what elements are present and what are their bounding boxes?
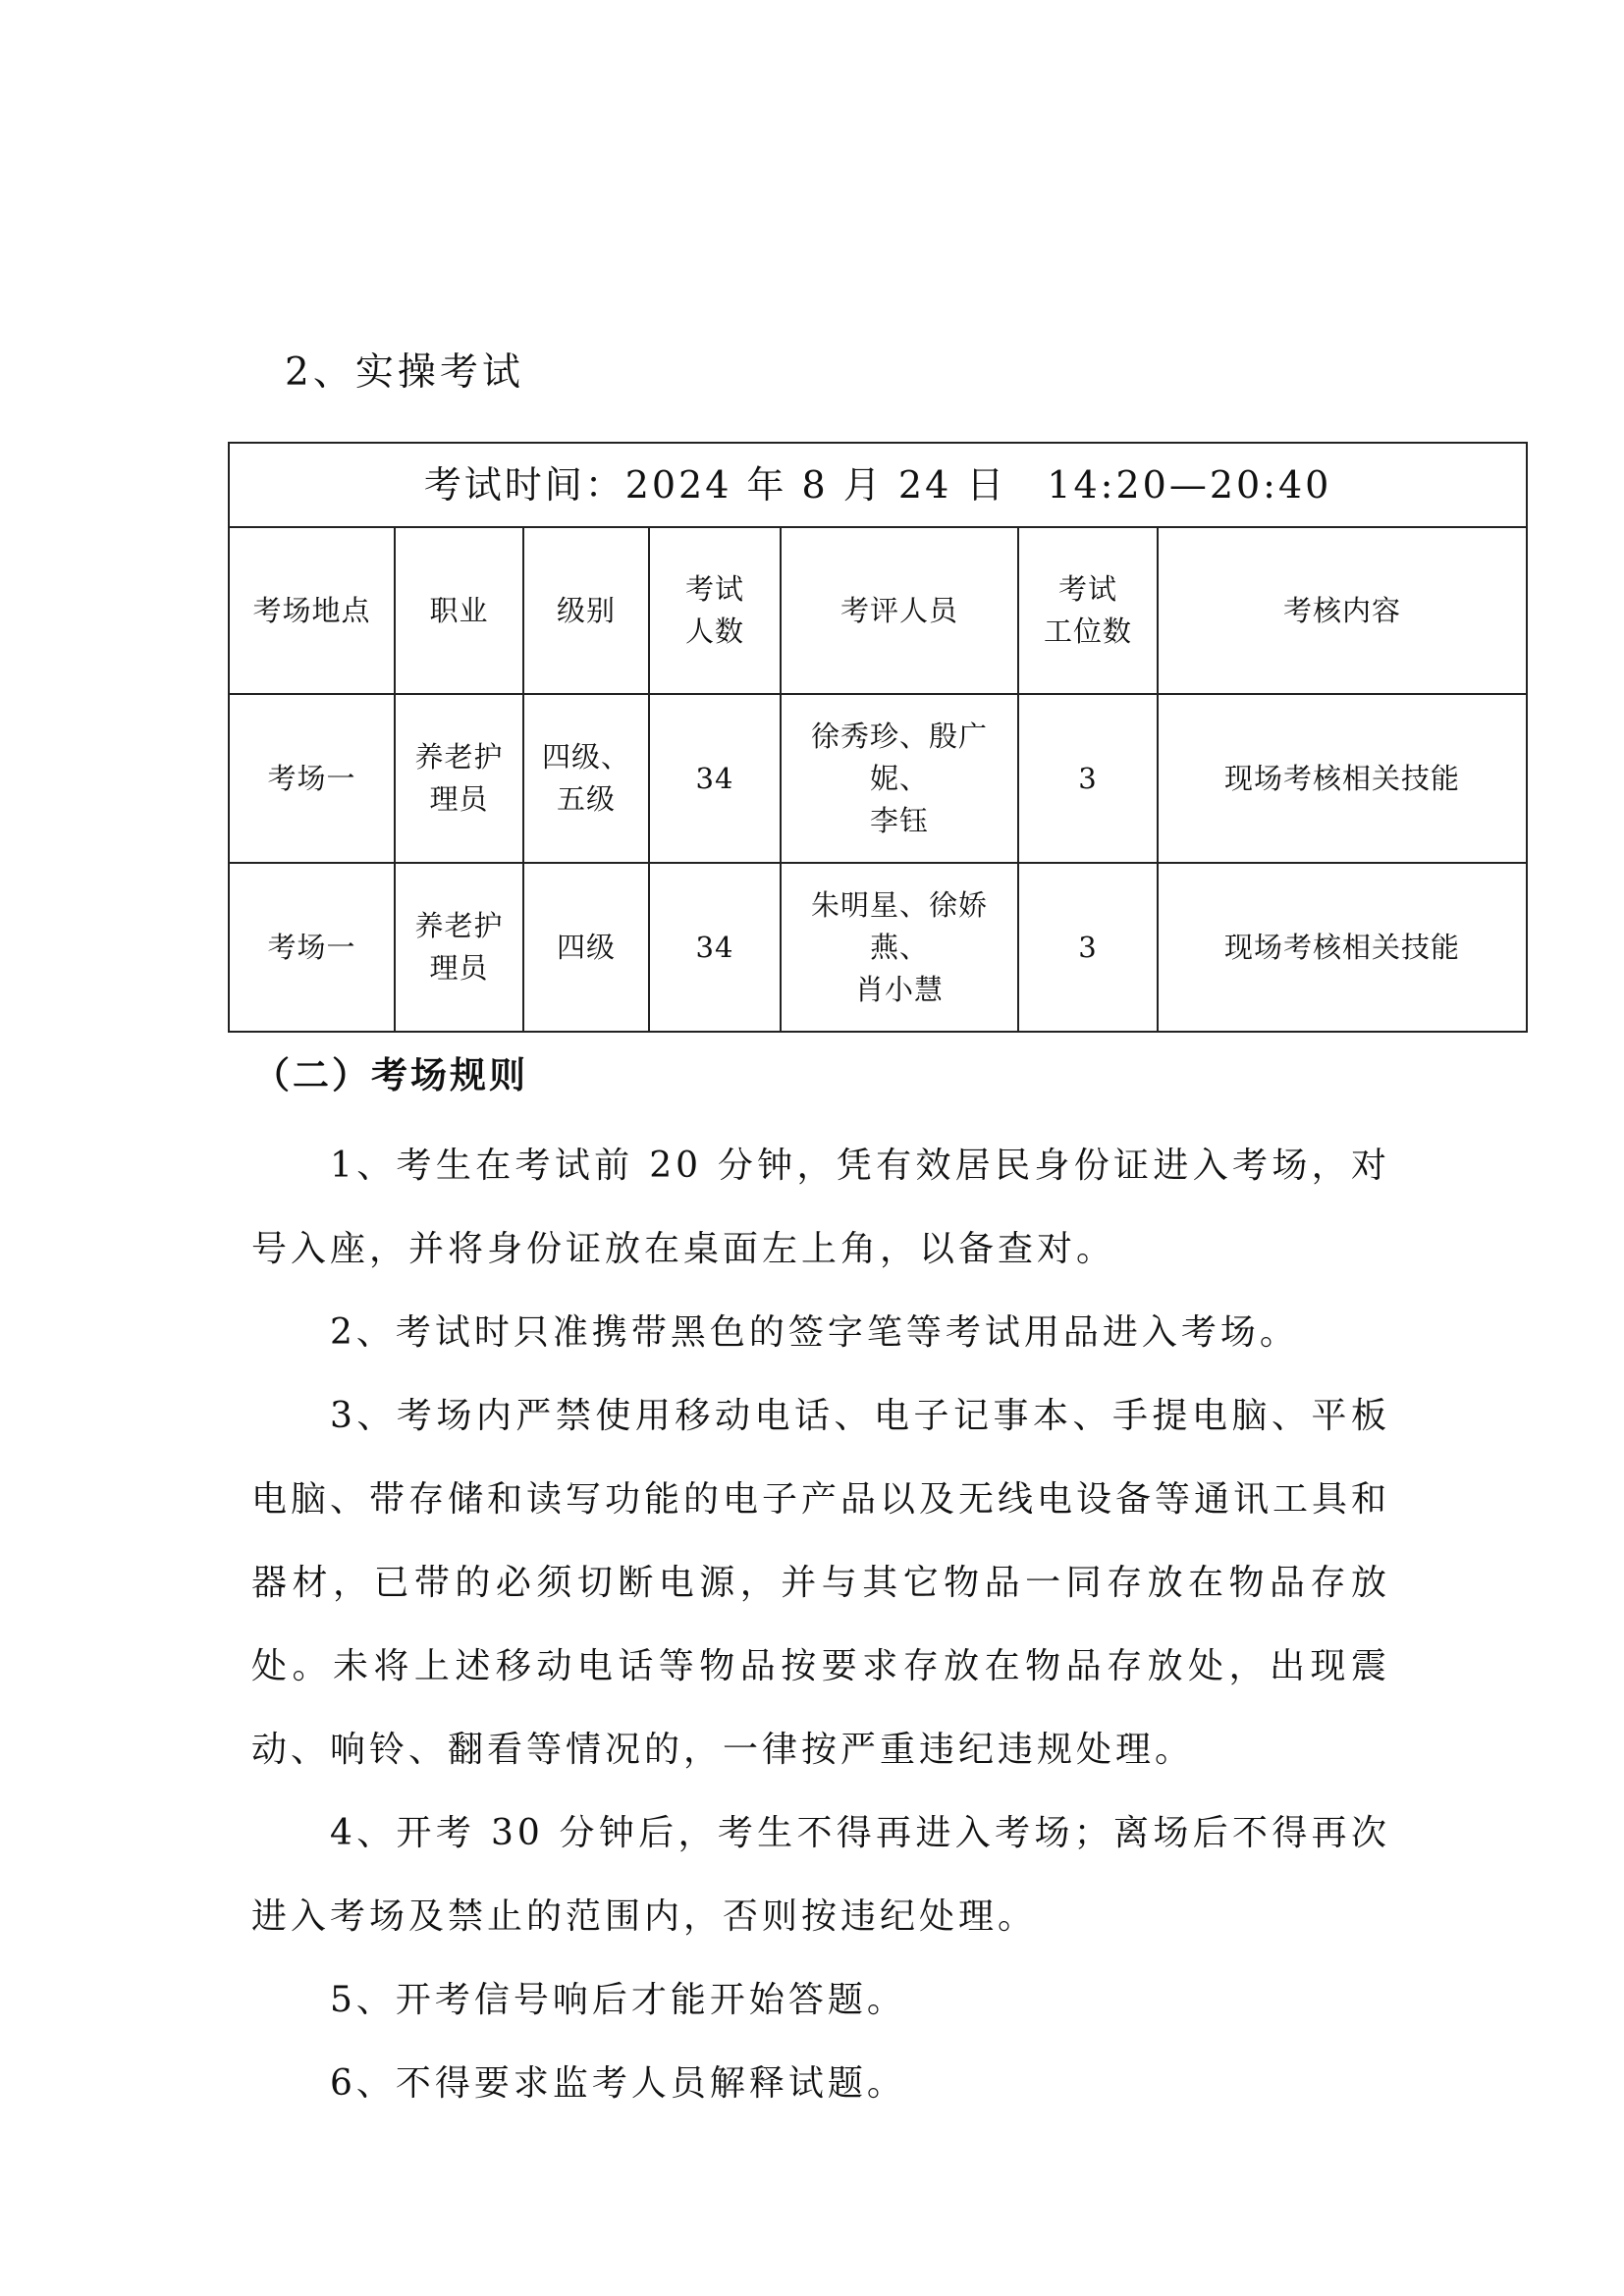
- cell-evaluators-line-1: 朱明星、徐娇燕、: [810, 887, 988, 964]
- cell-occupation: [395, 863, 523, 1032]
- cell-content: 现场考核相关技能: [1158, 863, 1527, 1032]
- header-evaluators: 考评人员: [781, 527, 1018, 694]
- header-workstations: [1018, 527, 1158, 694]
- section-heading: 2、实操考试: [285, 350, 524, 395]
- cell-venue: 考场一: [229, 694, 395, 863]
- cell-level: [523, 863, 649, 1032]
- header-examinee-count: [649, 527, 781, 694]
- cell-evaluators-line-2: 李钰: [869, 803, 929, 837]
- cell-examinee-count: 34: [649, 694, 781, 863]
- cell-occupation-line-1: 养老护: [414, 909, 504, 942]
- header-row: [229, 527, 1527, 694]
- header-level: 级别: [523, 527, 649, 694]
- exam-time-cell: 考试时间：2024 年 8 月 24 日 14:20—20:40: [229, 443, 1527, 527]
- rule-item-2: 2、考试时只准携带黑色的签字笔等考试用品进入考场。: [330, 1312, 1299, 1353]
- cell-examinee-count: 34: [649, 863, 781, 1032]
- cell-occupation-line-2: 理员: [429, 951, 489, 985]
- cell-workstations: 3: [1018, 694, 1158, 863]
- header-workstations-line-1: 考试: [1057, 572, 1117, 606]
- cell-occupation: [395, 694, 523, 863]
- cell-level-line-1: 四级: [556, 930, 616, 964]
- cell-level-line-1: 四级、: [541, 740, 630, 774]
- exam-schedule-table: [228, 442, 1528, 1033]
- header-occupation: 职业: [395, 527, 523, 694]
- header-content: 考核内容: [1158, 527, 1527, 694]
- cell-level: [523, 694, 649, 863]
- rule-item-3: 3、考场内严禁使用移动电话、电子记事本、手提电脑、平板电脑、带存储和读写功能的电子产品以及无线电设备等通讯工具和器材，已带的必须切断电源，并与其它物品一同存放在物品存放处。未将上述移动电话等物品按要求存放在物品存放处，出现震动、响铃、翻看等情况的，一律按严重违纪违规处理。: [251, 1396, 1391, 1770]
- time-row: [229, 443, 1527, 527]
- cell-venue: 考场一: [229, 863, 395, 1032]
- cell-workstations: 3: [1018, 863, 1158, 1032]
- header-venue: 考场地点: [229, 527, 395, 694]
- rules-list: [251, 1124, 1390, 2125]
- rules-section-title: （二）考场规则: [253, 1054, 528, 1096]
- header-examinee-count-line-2: 人数: [684, 614, 744, 648]
- cell-evaluators: [781, 863, 1018, 1032]
- header-examinee-count-line-1: 考试: [684, 572, 744, 606]
- cell-content: 现场考核相关技能: [1158, 694, 1527, 863]
- cell-occupation-line-2: 理员: [429, 782, 489, 816]
- cell-occupation-line-1: 养老护: [414, 740, 504, 774]
- cell-evaluators-line-2: 肖小慧: [854, 972, 944, 1006]
- cell-evaluators-line-1: 徐秀珍、殷广妮、: [810, 719, 988, 795]
- cell-level-line-2: 五级: [556, 782, 616, 816]
- cell-evaluators: [781, 694, 1018, 863]
- rule-item-6: 6、不得要求监考人员解释试题。: [330, 2063, 906, 2104]
- rule-item-4: 4、开考 30 分钟后，考生不得再进入考场；离场后不得再次进入考场及禁止的范围内，否则按违纪处理。: [251, 1813, 1390, 1937]
- table-row: [229, 694, 1527, 863]
- table-row: [229, 863, 1527, 1032]
- rule-item-5: 5、开考信号响后才能开始答题。: [330, 1980, 906, 2020]
- rule-item-1: 1、考生在考试前 20 分钟，凭有效居民身份证进入考场，对号入座，并将身份证放在桌面左上角，以备查对。: [251, 1146, 1390, 1269]
- header-workstations-line-2: 工位数: [1043, 614, 1132, 648]
